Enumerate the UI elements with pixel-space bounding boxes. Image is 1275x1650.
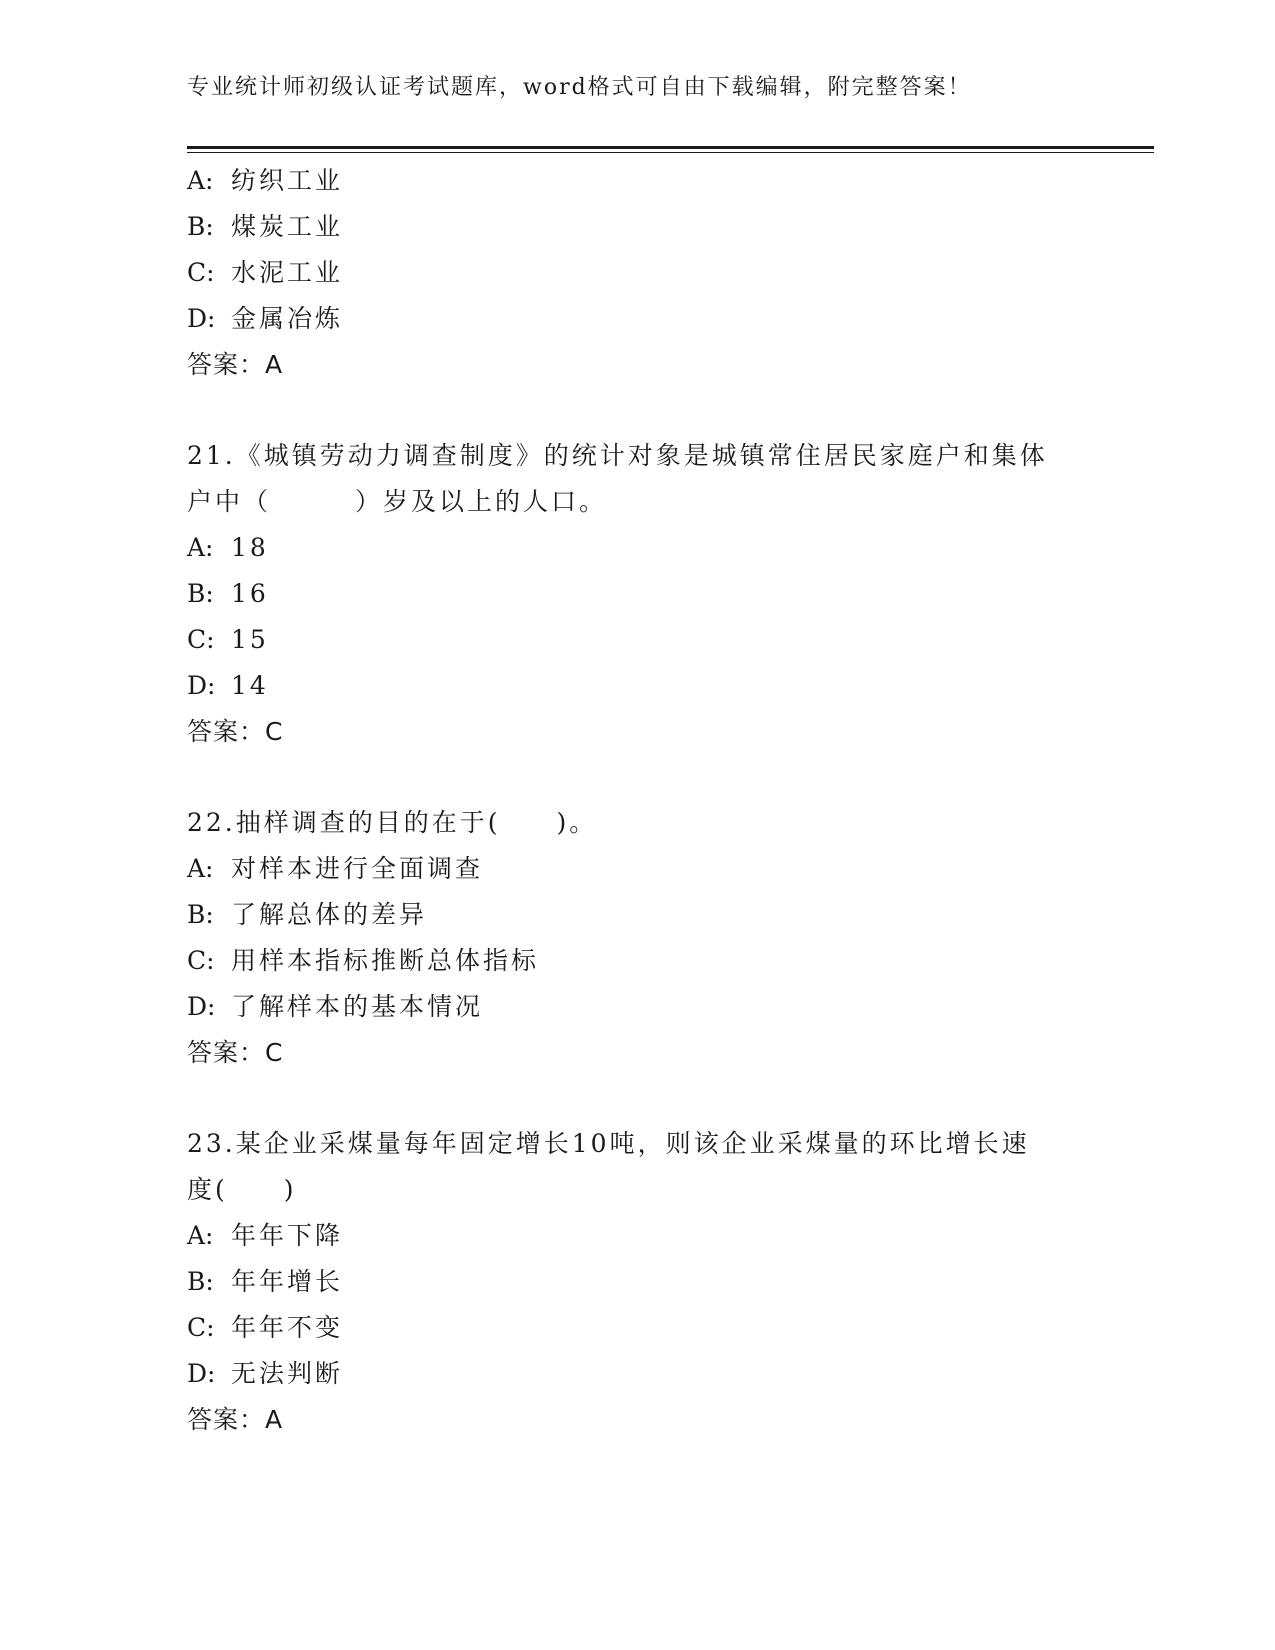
option-c: C: 15: [187, 625, 269, 654]
answer-line: 答案：A: [187, 350, 284, 379]
option-d: D: 了解样本的基本情况: [187, 992, 484, 1021]
answer-line: 答案：C: [187, 717, 284, 746]
prev-question-block: [187, 158, 1087, 388]
header-rule-thick: [187, 146, 1154, 149]
option-d: D: 金属冶炼: [187, 304, 344, 333]
option-c: C: 水泥工业: [187, 258, 344, 287]
option-a: A: 年年下降: [187, 1221, 344, 1250]
option-a: A: 18: [187, 533, 269, 562]
option-d: D: 无法判断: [187, 1359, 344, 1388]
question-stem: 21.《城镇劳动力调查制度》的统计对象是城镇常住居民家庭户和集体: [187, 441, 1048, 470]
option-d: D: 14: [187, 671, 269, 700]
question-23: [187, 1121, 1087, 1443]
question-stem: 度( ): [187, 1175, 297, 1204]
question-stem: 23.某企业采煤量每年固定增长10吨，则该企业采煤量的环比增长速: [187, 1129, 1030, 1158]
option-b: B: 煤炭工业: [187, 212, 344, 241]
question-21: [187, 433, 1087, 755]
option-b: B: 了解总体的差异: [187, 900, 428, 929]
option-c: C: 年年不变: [187, 1313, 344, 1342]
answer-line: 答案：C: [187, 1038, 284, 1067]
question-stem: 户中（ ）岁及以上的人口。: [187, 487, 608, 516]
option-b: B: 年年增长: [187, 1267, 344, 1296]
option-a: A: 对样本进行全面调查: [187, 854, 484, 883]
page-header: 专业统计师初级认证考试题库，word格式可自由下载编辑，附完整答案！: [187, 75, 972, 100]
option-a: A: 纺织工业: [187, 166, 344, 195]
question-22: [187, 800, 1087, 1076]
question-stem: 22.抽样调查的目的在于( )。: [187, 808, 598, 837]
answer-line: 答案：A: [187, 1405, 284, 1434]
option-b: B: 16: [187, 579, 269, 608]
question-list: [187, 158, 1087, 1443]
header-rule-thin: [187, 152, 1154, 153]
option-c: C: 用样本指标推断总体指标: [187, 946, 540, 975]
